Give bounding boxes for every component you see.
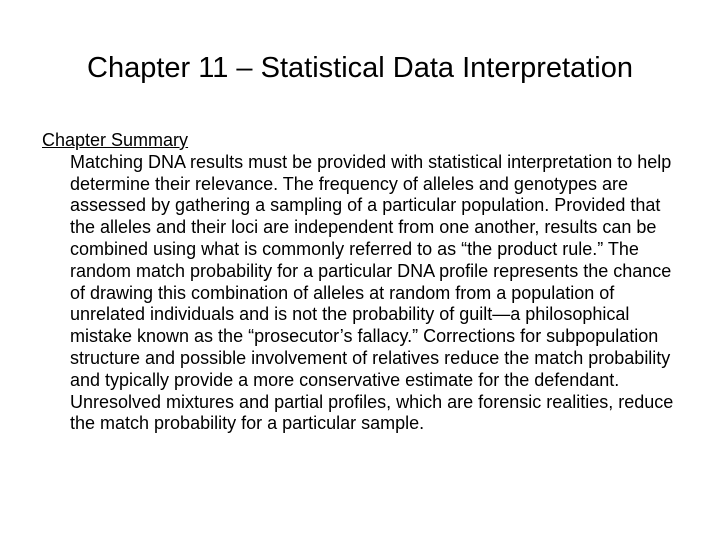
slide-title: Chapter 11 – Statistical Data Interpretation xyxy=(87,52,633,84)
summary-paragraph: Matching DNA results must be provided with statistical interpretation to help determine their relevance. The frequency of alleles and genotypes are assessed by gathering a sampling of a particular population. Provided that the alleles and their loci are independent from one another, results can be combined using what is commonly referred to as “the product rule.” The random match probability for a particular DNA profile represents the chance of drawing this combination of alleles at random from a population of unrelated individuals and is not the probability of guilt—a philosophical mistake known as the “prosecutor’s fallacy.” Corrections for subpopulation structure and possible involvement of relatives reduce the match probability and typically provide a more conservative estimate for the defendant. Unresolved mixtures and partial profiles, which are forensic realities, reduce the match probability for a particular sample. xyxy=(70,151,674,434)
slide-body xyxy=(42,130,692,435)
section-heading: Chapter Summary xyxy=(42,130,189,150)
